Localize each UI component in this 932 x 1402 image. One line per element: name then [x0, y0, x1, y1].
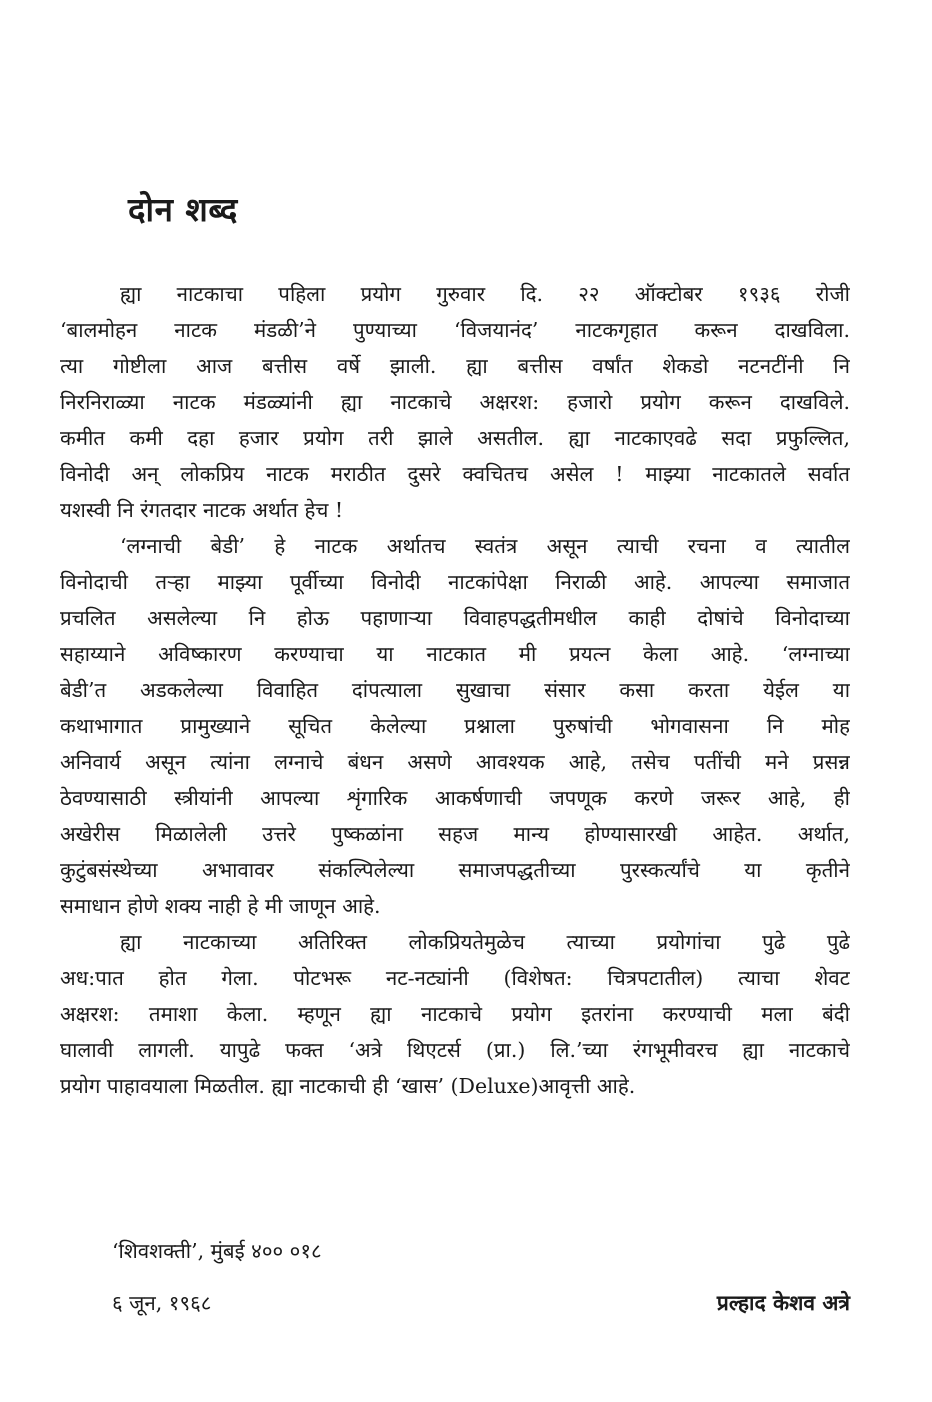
text-line: सहाय्याने अविष्कारण करण्याचा या नाटकात मी प्रयत्न केला आहे. ‘लग्नाच्या [60, 642, 850, 666]
text-line: यशस्वी नि रंगतदार नाटक अर्थात हेच ! [60, 498, 344, 522]
text-line: विनोदी अन् लोकप्रिय नाटक मराठीत दुसरे क्वचितच असेल ! माझ्या नाटकातले सर्वात [60, 462, 850, 486]
page-heading: दोन शब्द [128, 190, 238, 229]
author-name: प्रल्हाद केशव अत्रे [716, 1291, 850, 1315]
text-line: अध:पात होत गेला. पोटभरू नट-नट्यांनी (विशेषत: चित्रपटातील) त्याचा शेवट [60, 966, 850, 990]
text-line: प्रयोग पाहावयाला मिळतील. ह्या नाटकाची ही ‘खास’ (Deluxe)आवृत्ती आहे. [60, 1074, 636, 1098]
text-line: विनोदाची तऱ्हा माझ्या पूर्वीच्या विनोदी नाटकांपेक्षा निराळी आहे. आपल्या समाजात [60, 570, 850, 594]
text-line: ‘लग्नाची बेडी’ हे नाटक अर्थातच स्वतंत्र असून त्याची रचना व त्यातील [120, 534, 850, 558]
text-line: अक्षरश: तमाशा केला. म्हणून ह्या नाटकाचे प्रयोग इतरांना करण्याची मला बंदी [60, 1002, 850, 1026]
text-line: बेडी’त अडकलेल्या विवाहित दांपत्याला सुखाचा संसार कसा करता येईल या [60, 678, 850, 702]
text-line: कथाभागात प्रामुख्याने सूचित केलेल्या प्रश्नाला पुरुषांची भोगवासना नि मोह [60, 714, 850, 738]
text-line: ‘बालमोहन नाटक मंडळी’ने पुण्याच्या ‘विजयानंद’ नाटकगृहात करून दाखविला. [60, 318, 850, 342]
text-line: त्या गोष्टीला आज बत्तीस वर्षे झाली. ह्या बत्तीस वर्षांत शेकडो नटनटींनी नि [60, 354, 850, 378]
text-line: घालावी लागली. यापुढे फक्त ‘अत्रे थिएटर्स (प्रा.) लि.’च्या रंगभूमीवरच ह्या नाटकाचे [60, 1038, 850, 1062]
text-line: कुटुंबसंस्थेच्या अभावावर संकल्पिलेल्या समाजपद्धतीच्या पुरस्कर्त्यांचे या कृतीने [60, 858, 850, 882]
text-line: निरनिराळ्या नाटक मंडळ्यांनी ह्या नाटकाचे अक्षरश: हजारो प्रयोग करून दाखविले. [60, 390, 850, 414]
text-line: अखेरीस मिळालेली उत्तरे पुष्कळांना सहज मान्य होण्यासारखी आहेत. अर्थात, [60, 822, 850, 846]
signature-address: ‘शिवशक्ती’, मुंबई ४०० ०१८ [112, 1239, 322, 1263]
text-line: प्रचलित असलेल्या नि होऊ पहाणाऱ्या विवाहपद्धतीमधील काही दोषांचे विनोदाच्या [60, 606, 850, 630]
text-line: ह्या नाटकाच्या अतिरिक्त लोकप्रियतेमुळेच त्याच्या प्रयोगांचा पुढे पुढे [120, 930, 850, 954]
preface-body [60, 276, 850, 1104]
text-line: अनिवार्य असून त्यांना लग्नाचे बंधन असणे आवश्यक आहे, तसेच पतींची मने प्रसन्न [60, 750, 850, 774]
text-line: समाधान होणे शक्य नाही हे मी जाणून आहे. [60, 894, 381, 918]
text-line: ह्या नाटकाचा पहिला प्रयोग गुरुवार दि. २२ ऑक्टोबर १९३६ रोजी [120, 282, 850, 306]
text-line: कमीत कमी दहा हजार प्रयोग तरी झाले असतील. ह्या नाटकाएवढे सदा प्रफुल्लित, [60, 426, 850, 450]
text-line: ठेवण्यासाठी स्त्रीयांनी आपल्या शृंगारिक आकर्षणाची जपणूक करणे जरूर आहे, ही [60, 786, 850, 810]
signature-date: ६ जून, १९६८ [112, 1291, 212, 1315]
